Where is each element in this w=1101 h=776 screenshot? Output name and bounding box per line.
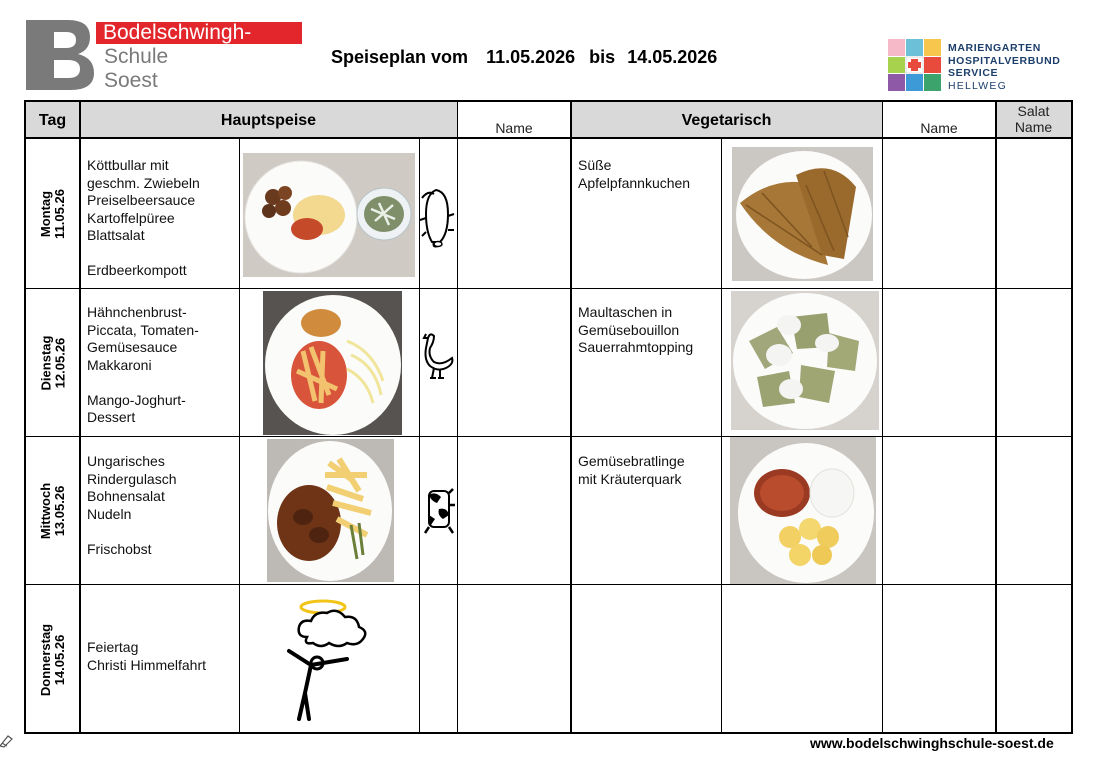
day-label-thursday: Donnerstag 14.05.26 (38, 623, 68, 696)
partner-line1: MARIENGARTEN (948, 42, 1041, 54)
chicken-icon (420, 330, 456, 380)
partner-line4: HELLWEG (948, 79, 1007, 92)
header-salat-name: Salat Name (1014, 103, 1053, 135)
page-title (331, 47, 717, 68)
veggie-patty-photo (730, 437, 876, 584)
school-logo (24, 18, 279, 92)
title-separator: bis (589, 47, 616, 67)
partner-line2: HOSPITALVERBUND (948, 54, 1061, 67)
veg-dish-tuesday: Maultaschen in Gemüsebouillon Sauerrahmtopping (578, 304, 694, 355)
school-name-line2: Schule (104, 45, 169, 68)
veg-dish-monday: Süße Apfelpfannkuchen (578, 157, 691, 191)
date-to: 14.05.2026 (627, 47, 718, 67)
partner-logo-mark (888, 39, 941, 91)
header-name-veg: Name (920, 120, 958, 136)
school-name-line3: Soest (104, 69, 158, 92)
maultaschen-photo (731, 291, 879, 430)
cow-icon (421, 485, 455, 537)
header-hauptspeise: Hauptspeise (220, 111, 317, 129)
header-name-main: Name (495, 120, 533, 136)
pencil-doodle-icon (0, 734, 14, 748)
ascension-illustration (281, 593, 386, 725)
partner-line3: SERVICE (948, 67, 999, 79)
main-dish-tuesday: Hähnchenbrust- Piccata, Tomaten- Gemüsesauce Makkaroni Mango-Joghurt- Dessert (87, 304, 199, 425)
title-prefix: Speiseplan vom (331, 47, 469, 67)
pig-icon (418, 184, 456, 250)
header-vegetarisch: Vegetarisch (681, 111, 772, 129)
menu-table (24, 100, 1073, 734)
partner-logo (888, 39, 1068, 93)
school-logo-b-mark (24, 18, 96, 92)
school-name-red-banner: Bodelschwingh- (96, 22, 302, 44)
partner-name (948, 42, 1060, 92)
day-label-wednesday: Mittwoch 13.05.26 (38, 482, 68, 539)
chicken-piccata-photo (263, 291, 402, 435)
main-dish-thursday: Feiertag Christi Himmelfahrt (87, 639, 207, 673)
header-tag: Tag (38, 111, 67, 129)
pancakes-photo (732, 147, 873, 281)
date-from: 11.05.2026 (486, 47, 576, 67)
meatballs-mash-salad-photo (243, 153, 415, 277)
day-label-monday: Montag 11.05.26 (37, 188, 67, 239)
veg-dish-wednesday: Gemüsebratlinge mit Kräuterquark (578, 453, 685, 487)
main-dish-monday: Köttbullar mit geschm. Zwiebeln Preiselbeersauce Kartoffelpüree Blattsalat Erdbeerkompott (87, 157, 200, 278)
footer-url[interactable]: www.bodelschwinghschule-soest.de (810, 735, 1054, 751)
goulash-pasta-photo (267, 439, 394, 582)
day-label-tuesday: Dienstag 12.05.26 (38, 335, 67, 390)
main-dish-wednesday: Ungarisches Rindergulasch Bohnensalat Nudeln Frischobst (87, 453, 177, 557)
